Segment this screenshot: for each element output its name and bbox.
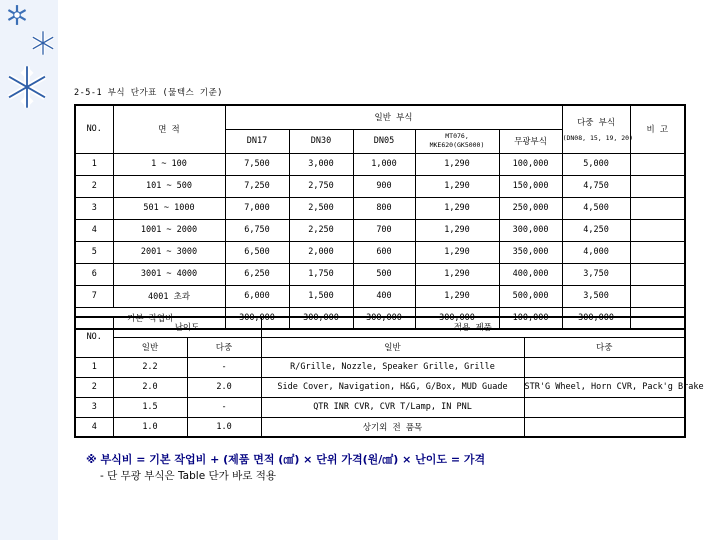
cell-dn30: 1,500 — [289, 285, 353, 307]
cell-gloss: 150,000 — [499, 175, 562, 197]
cell-gloss: 400,000 — [499, 263, 562, 285]
header-difficulty: 난이도 — [113, 317, 261, 337]
cell-multi: 3,500 — [562, 285, 630, 307]
cell-area: 3001 ~ 4000 — [113, 263, 225, 285]
cell-products-multi — [524, 417, 685, 437]
cell-remarks — [630, 263, 685, 285]
cell-area: 501 ~ 1000 — [113, 197, 225, 219]
cell-dn30: 2,500 — [289, 197, 353, 219]
cell-remarks — [630, 197, 685, 219]
table-row — [75, 285, 685, 307]
table-row — [75, 377, 685, 397]
cell-gloss: 250,000 — [499, 197, 562, 219]
cell-dn05: 700 — [353, 219, 415, 241]
cell-no: 1 — [75, 357, 113, 377]
header-products-multi: 다중 — [524, 337, 685, 357]
cell-multi: 5,000 — [562, 153, 630, 175]
cell-mt: 1,290 — [415, 285, 499, 307]
cell-remarks — [630, 153, 685, 175]
snowflake-icon — [6, 4, 28, 26]
cell-remarks — [630, 285, 685, 307]
unit-price-table — [74, 104, 686, 330]
cell-products-multi — [524, 397, 685, 417]
cell-gloss: 100,000 — [499, 153, 562, 175]
cell-mt: 1,290 — [415, 197, 499, 219]
document-title: 2-5-1 부식 단가표 (물텍스 기준) — [74, 88, 223, 98]
cell-dn05: 800 — [353, 197, 415, 219]
cell-dn17: 6,750 — [225, 219, 289, 241]
cell-area: 1 ~ 100 — [113, 153, 225, 175]
cell-dn05: 900 — [353, 175, 415, 197]
cell-dn05: 500 — [353, 263, 415, 285]
cell-gloss: 300,000 — [499, 219, 562, 241]
gloss-free-note: - 단 무광 부식은 Table 단가 바로 적용 — [100, 470, 277, 482]
cell-remarks — [630, 175, 685, 197]
cell-area: 101 ~ 500 — [113, 175, 225, 197]
header-multi-label: 다중 부식 — [577, 117, 616, 128]
cell-no: 2 — [75, 175, 113, 197]
cell-dn30: 2,250 — [289, 219, 353, 241]
header-products-general: 일반 — [261, 337, 524, 357]
header-dn17: DN17 — [225, 129, 289, 153]
table-row — [75, 219, 685, 241]
cell-dn17: 6,000 — [225, 285, 289, 307]
cell-dn05: 600 — [353, 241, 415, 263]
cell-mt: 1,290 — [415, 153, 499, 175]
cell-dn17: 7,000 — [225, 197, 289, 219]
cell-multi: 4,750 — [562, 175, 630, 197]
cell-base-dn05: 300,000 — [353, 307, 415, 329]
cell-no: 7 — [75, 285, 113, 307]
cell-dn30: 3,000 — [289, 153, 353, 175]
difficulty-table — [74, 316, 704, 438]
cell-mt: 1,290 — [415, 241, 499, 263]
cell-difficulty-multi: 1.0 — [187, 417, 261, 437]
cell-base-dn30: 300,000 — [289, 307, 353, 329]
cell-difficulty-general: 2.2 — [113, 357, 187, 377]
cell-no: 6 — [75, 263, 113, 285]
cell-dn30: 1,750 — [289, 263, 353, 285]
header-remarks: 비 고 — [630, 105, 685, 153]
table-row — [75, 241, 685, 263]
cell-multi: 3,750 — [562, 263, 630, 285]
cell-area: 4001 초과 — [113, 285, 225, 307]
cell-mt: 1,290 — [415, 263, 499, 285]
cell-dn05: 1,000 — [353, 153, 415, 175]
header-products: 적용 제품 — [261, 317, 685, 337]
cell-difficulty-multi: - — [187, 357, 261, 377]
cell-base-mt: 300,000 — [415, 307, 499, 329]
cell-dn30: 2,750 — [289, 175, 353, 197]
cell-no: 4 — [75, 219, 113, 241]
snowflake-icon — [4, 64, 50, 110]
table-row — [75, 397, 685, 417]
table-row — [75, 197, 685, 219]
cell-no: 2 — [75, 377, 113, 397]
cell-no: 5 — [75, 241, 113, 263]
cell-gloss: 500,000 — [499, 285, 562, 307]
table-row — [75, 417, 685, 437]
cell-products-multi: STR'G Wheel, Horn CVR, Pack'g Brake — [524, 377, 685, 397]
cell-base-multi: 300,000 — [562, 307, 630, 329]
header-multi: 다중 — [187, 337, 261, 357]
cell-area: 1001 ~ 2000 — [113, 219, 225, 241]
cell-base-dn17: 300,000 — [225, 307, 289, 329]
header-multi-sub: (DN08, 15, 19, 20) — [562, 133, 634, 142]
cell-products-general: QTR INR CVR, CVR T/Lamp, IN PNL — [261, 397, 524, 417]
table-row — [75, 175, 685, 197]
header-mt076 — [415, 129, 499, 153]
header-mt-line2: MKE620(GK5000) — [429, 141, 485, 149]
header-general-etching: 일반 부식 — [225, 105, 562, 129]
cell-gloss: 350,000 — [499, 241, 562, 263]
cell-mt: 1,290 — [415, 175, 499, 197]
cell-multi: 4,500 — [562, 197, 630, 219]
cell-difficulty-multi: 2.0 — [187, 377, 261, 397]
cell-dn17: 7,500 — [225, 153, 289, 175]
table-row — [75, 263, 685, 285]
cell-products-general: 상기외 전 품목 — [261, 417, 524, 437]
cell-dn17: 6,250 — [225, 263, 289, 285]
cell-multi: 4,000 — [562, 241, 630, 263]
header-mt-line1: MT076, — [445, 132, 469, 140]
cell-dn17: 7,250 — [225, 175, 289, 197]
table-row — [75, 153, 685, 175]
cell-no: 1 — [75, 153, 113, 175]
table-row — [75, 357, 685, 377]
cell-dn30: 2,000 — [289, 241, 353, 263]
cell-base-label: 기본 작업비 — [75, 307, 225, 329]
header-dn05: DN05 — [353, 129, 415, 153]
header-gloss-free: 무광부식 — [499, 129, 562, 153]
cell-multi: 4,250 — [562, 219, 630, 241]
cell-mt: 1,290 — [415, 219, 499, 241]
cell-no: 3 — [75, 197, 113, 219]
header-multi-etching — [562, 105, 634, 153]
price-formula: ※ 부식비 = 기본 작업비 + (제품 면적 (㎠) × 단위 가격(원/㎠) × 난이도 = 가격 — [86, 453, 486, 466]
header-no: NO. — [75, 317, 113, 357]
cell-remarks — [630, 219, 685, 241]
cell-products-multi — [524, 357, 685, 377]
decorative-sidebar — [0, 0, 58, 540]
cell-difficulty-general: 1.5 — [113, 397, 187, 417]
header-dn30: DN30 — [289, 129, 353, 153]
cell-no: 3 — [75, 397, 113, 417]
cell-base-gloss: 100,000 — [499, 307, 562, 329]
cell-products-general: Side Cover, Navigation, H&G, G/Box, MUD Guade — [261, 377, 524, 397]
snowflake-icon — [30, 30, 56, 56]
cell-dn17: 6,500 — [225, 241, 289, 263]
cell-difficulty-general: 1.0 — [113, 417, 187, 437]
cell-area: 2001 ~ 3000 — [113, 241, 225, 263]
header-general: 일반 — [113, 337, 187, 357]
cell-difficulty-multi: - — [187, 397, 261, 417]
header-no: NO. — [75, 105, 113, 153]
cell-dn05: 400 — [353, 285, 415, 307]
cell-products-general: R/Grille, Nozzle, Speaker Grille, Grille — [261, 357, 524, 377]
cell-difficulty-general: 2.0 — [113, 377, 187, 397]
header-area: 면 적 — [113, 105, 225, 153]
cell-remarks — [630, 241, 685, 263]
cell-no: 4 — [75, 417, 113, 437]
